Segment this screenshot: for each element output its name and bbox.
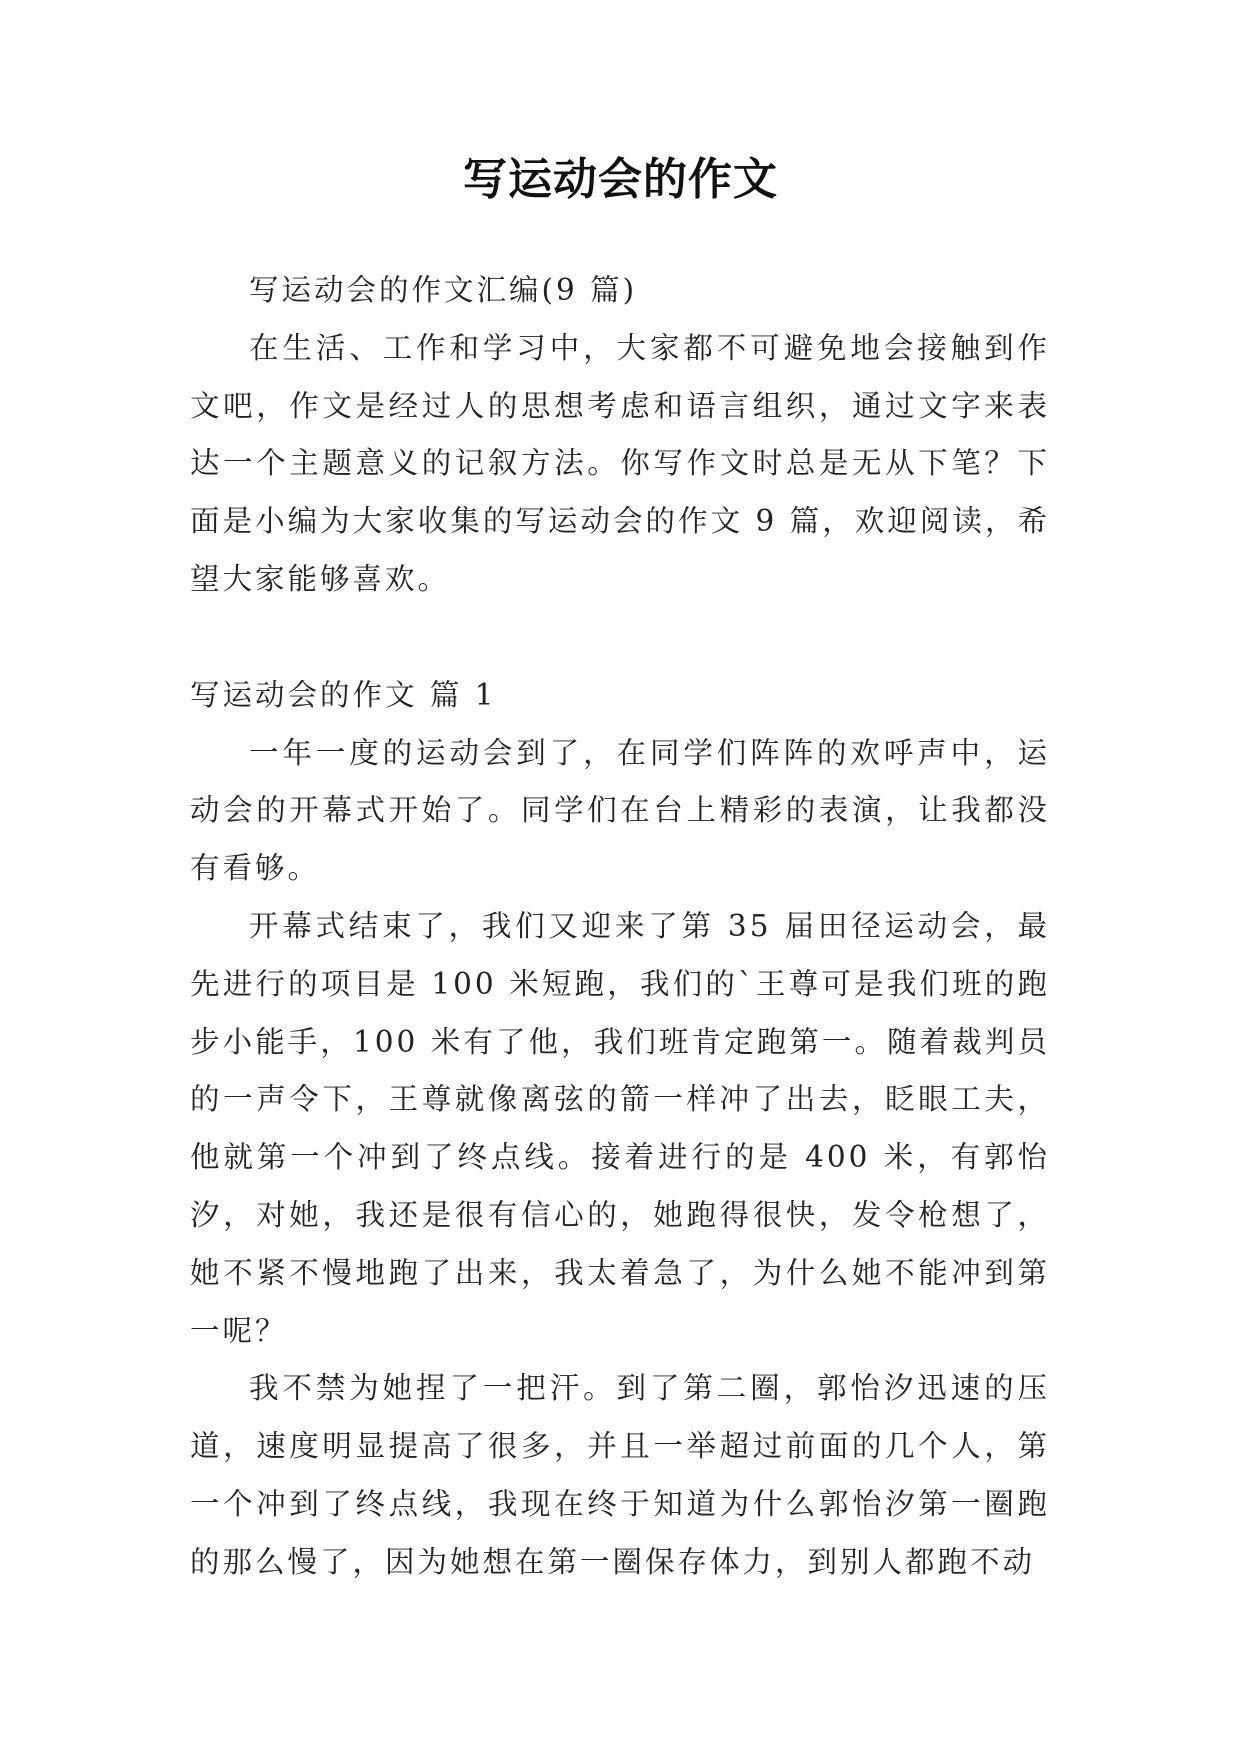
body-paragraph: 开幕式结束了，我们又迎来了第 35 届田径运动会，最先进行的项目是 100 米短跑，我们的`王尊可是我们班的跑步小能手，100 米有了他，我们班肯定跑第一。随着裁判员的一声令下，王尊就像离弦的箭一样冲了出去，眨眼工夫，他就第一个冲到了终点线。接着进行的是 400 米，有郭怡汐，对她，我还是很有信心的，她跑得很快，发令枪想了，她不紧不慢地跑了出来，我太着急了，为什么她不能冲到第一呢？ bbox=[190, 908, 1050, 1348]
document-title: 写运动会的作文 bbox=[463, 154, 778, 205]
body-paragraph: 一年一度的运动会到了，在同学们阵阵的欢呼声中，运动会的开幕式开始了。同学们在台上精彩的表演，让我都没有看够。 bbox=[190, 735, 1050, 886]
document-body bbox=[190, 262, 1050, 1592]
body-paragraph: 我不禁为她捏了一把汗。到了第二圈，郭怡汐迅速的压道，速度明显提高了很多，并且一举超过前面的几个人，第一个冲到了终点线，我现在终于知道为什么郭怡汐第一圈跑的那么慢了，因为她想在第一圈保存体力，到别人都跑不动 bbox=[190, 1371, 1050, 1579]
document-subtitle: 写运动会的作文汇编(9 篇) bbox=[249, 273, 638, 307]
intro-paragraph: 在生活、工作和学习中，大家都不可避免地会接触到作文吧，作文是经过人的思想考虑和语言组织，通过文字来表达一个主题意义的记叙方法。你写作文时总是无从下笔？下面是小编为大家收集的写运动会的作文 9 篇，欢迎阅读，希望大家能够喜欢。 bbox=[190, 330, 1050, 596]
section-heading: 写运动会的作文 篇 1 bbox=[190, 677, 497, 712]
